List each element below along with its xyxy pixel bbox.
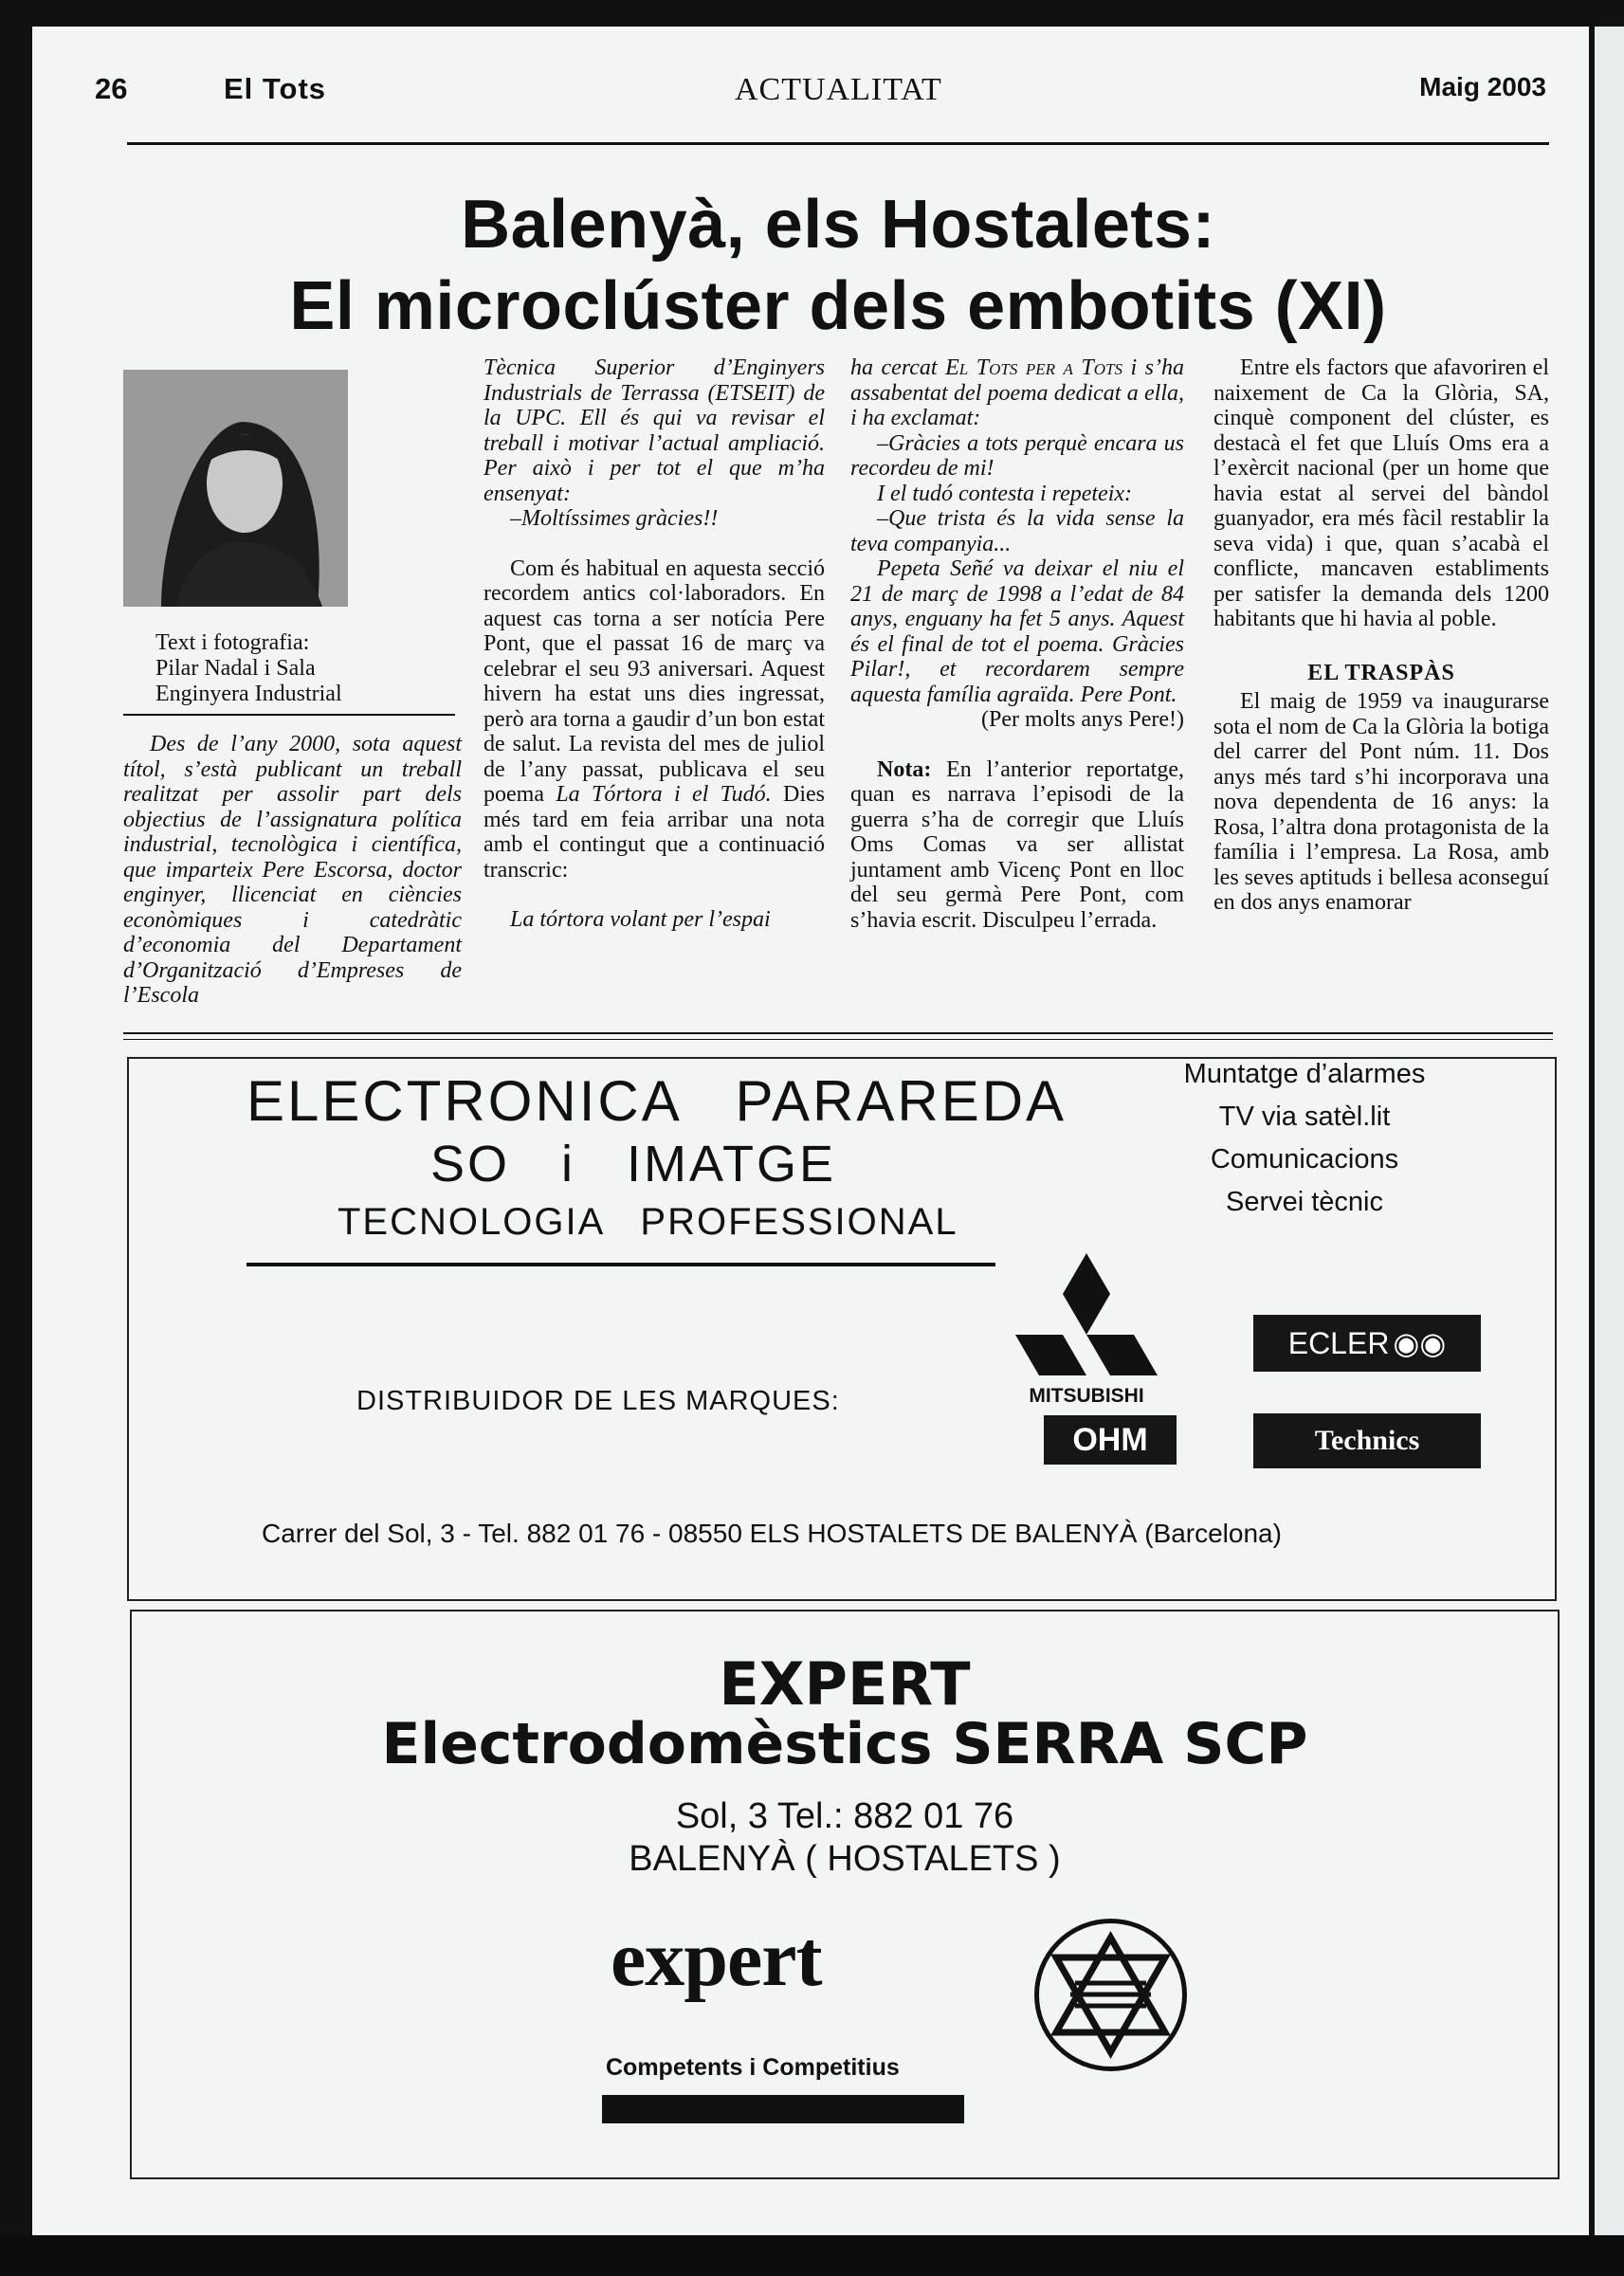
poem-text: i s’ha assabentat del poema dedicat a ella, i ha exclamat: [850,355,1185,430]
distributor-label: DISTRIBUIDOR DE LES MARQUES: [356,1386,840,1416]
expert-star-seal-icon [1032,1917,1189,2073]
article-end-rule-thin [123,1039,1553,1040]
credit-line: Pilar Nadal i Sala [155,656,316,681]
ad-electronica-parareda [127,1057,1557,1601]
magazine-name: El Tots per a Tots [945,355,1122,380]
poem-title: La Tórtora i el Tudó. [556,782,772,807]
ohm-logo: OHM [1044,1415,1177,1465]
article-column-2 [484,355,825,933]
poem-line: I el tudó contesta i repeteix: [877,481,1133,506]
poem-quote: La tórtora volant per l’espai [510,907,771,932]
issue-date: Maig 2003 [1419,72,1546,101]
ad-store-address: Sol, 3 Tel.: 882 01 76 [675,1796,1014,1836]
body-paragraph: El maig de 1959 va inaugurarse sota el nom de Ca la Glòria la botiga del carrer del Pont núm. 11. Dos anys més tard s’hi incorporava una nova dependenta de 16 anys: la Rosa, l’altra dona protagonista de la família i l’empresa. La Rosa, amb les seves aptituds i bellesa aconseguí en dos anys enamorar [1213,689,1549,915]
credit-rule [123,714,455,716]
body-paragraph-end: Dies més tard em feia arribar una nota amb el contingut que a continuació transcric: [484,782,825,883]
technics-logo: Technics [1253,1413,1481,1468]
ad-brand-heading: EXPERT [719,1649,971,1719]
note-text: En l’anterior reportatge, quan es narrava l’episodi de la guerra s’ha de corregir que Lluís Oms Comas va ser allistat juntament amb Vicenç Pont en lloc del seu germà Pere Pont, com s’havia escrit. Disculpeu l’errada. [850,756,1184,933]
ecler-rings-icon: ◉◉ [1393,1326,1447,1360]
poem-line: –Gràcies a tots perquè encara us recordeu de mi! [850,430,1184,481]
credit-line: Enginyera Industrial [155,682,342,706]
expert-logo-text: expert [611,1915,822,2003]
body-paragraph: Com és habitual en aquesta secció recordem antics col·laboradors. En aquest cas torna a ser notícia Pere Pont, que el passat 16 de març va celebrar el seu 93 aniversari. Aquest hivern ha estat uns dies ingressat, però ara torna a gaudir d’un bon estat de salut. La revista del mes de juliol de l’any passat, publicava el seu poema [484,555,825,807]
author-photo [123,370,348,607]
thanks-line: –Moltíssimes gràcies!! [510,506,719,531]
ecler-label: ECLER [1287,1325,1390,1360]
service-item: Comunicacions [1210,1144,1399,1174]
poem-text: ha cercat [850,355,938,380]
article-column-4 [1213,355,1549,916]
signature-line: (Per molts anys Pere!) [981,707,1184,732]
ad-company-name: ELECTRONICA PARAREDA [246,1069,1067,1133]
article-end-rule [123,1032,1553,1034]
article-title-line2: El microclúster dels embotits (XI) [289,268,1387,344]
ecler-logo [1253,1315,1481,1372]
service-item: Muntatge d’alarmes [1183,1059,1426,1089]
service-item: Servei tècnic [1225,1187,1383,1217]
ad-store-name: Electrodomèstics SERRA SCP [381,1711,1308,1777]
page-number: 26 [95,72,128,105]
ad-tagline: TECNOLOGIA PROFESSIONAL [338,1201,958,1243]
mitsubishi-label: MITSUBISHI [1029,1385,1144,1407]
body-paragraph: Entre els factors que afavoriren el naixement de Ca la Glòria, SA, cinquè component del clúster, es destacà el fet que Lluís Oms era a l’exèrcit nacional (per un home que havia estat al servei del bàndol guanyador, era més fàcil restablir la seva vida) i que, quan s’acabà el conflicte, mancaven establiments per satisfer la demanda dels 1200 habitants que hi havia al poble. [1213,355,1549,631]
ad-company-subtitle: SO i IMATGE [430,1136,837,1193]
logo-underline-bar [602,2095,964,2123]
ad-expert-serra [130,1610,1560,2179]
section-title: ACTUALITAT [735,72,942,107]
service-item: TV via satèl.lit [1218,1102,1391,1132]
credit-line: Text i fotografia: [155,630,310,655]
subheading: EL TRASPÀS [1307,660,1455,685]
poem-line: –Que trista és la vida sense la teva companyia... [850,506,1184,556]
facing-page-edge [1595,27,1624,2235]
publication-name: El Tots [224,72,327,105]
article-column-3 [850,355,1184,933]
article-title-line1: Balenyà, els Hostalets: [461,187,1215,263]
note-label: Nota: [877,756,932,782]
mitsubishi-logo-icon [1015,1248,1158,1433]
photo-credit [155,630,342,707]
intro-paragraph: Des de l’any 2000, sota aquest títol, s’està publicant un treball realitzat per assolir part dels objectius de l’assignatura política industrial, tecnològica i científica, que imparteix Pere Escorsa, doctor enginyer, llicenciat en ciències econòmiques i catedràtic d’economia del Departament d’Organització d’Empreses de l’Escola [123,732,462,1008]
article-column-1 [123,732,462,1009]
ad-store-town: BALENYÀ ( HOSTALETS ) [629,1839,1061,1879]
header-rule [127,142,1549,145]
poem-closing: Pepeta Señé va deixar el niu el 21 de març de 1998 a l’edat de 84 anys, enguany ha fet 5 anys. Aquest és el final de tot el poema. Gràcies Pilar!, et recordarem sempre aquesta família agraïda. Pere Pont. [850,556,1184,707]
scan-border [0,2235,1624,2276]
ad-address: Carrer del Sol, 3 - Tel. 882 01 76 - 08550 ELS HOSTALETS DE BALENYÀ (Barcelona) [262,1519,1282,1548]
ad-rule [246,1263,995,1266]
intro-paragraph-continued: Tècnica Superior d’Enginyers Industrials de Terrassa (ETSEIT) de la UPC. Ell és qui va revisar el treball i motivar l’actual ampliació. Per això i per tot el que m’ha ensenyat: [484,355,825,506]
expert-slogan: Competents i Competitius [606,2054,900,2081]
